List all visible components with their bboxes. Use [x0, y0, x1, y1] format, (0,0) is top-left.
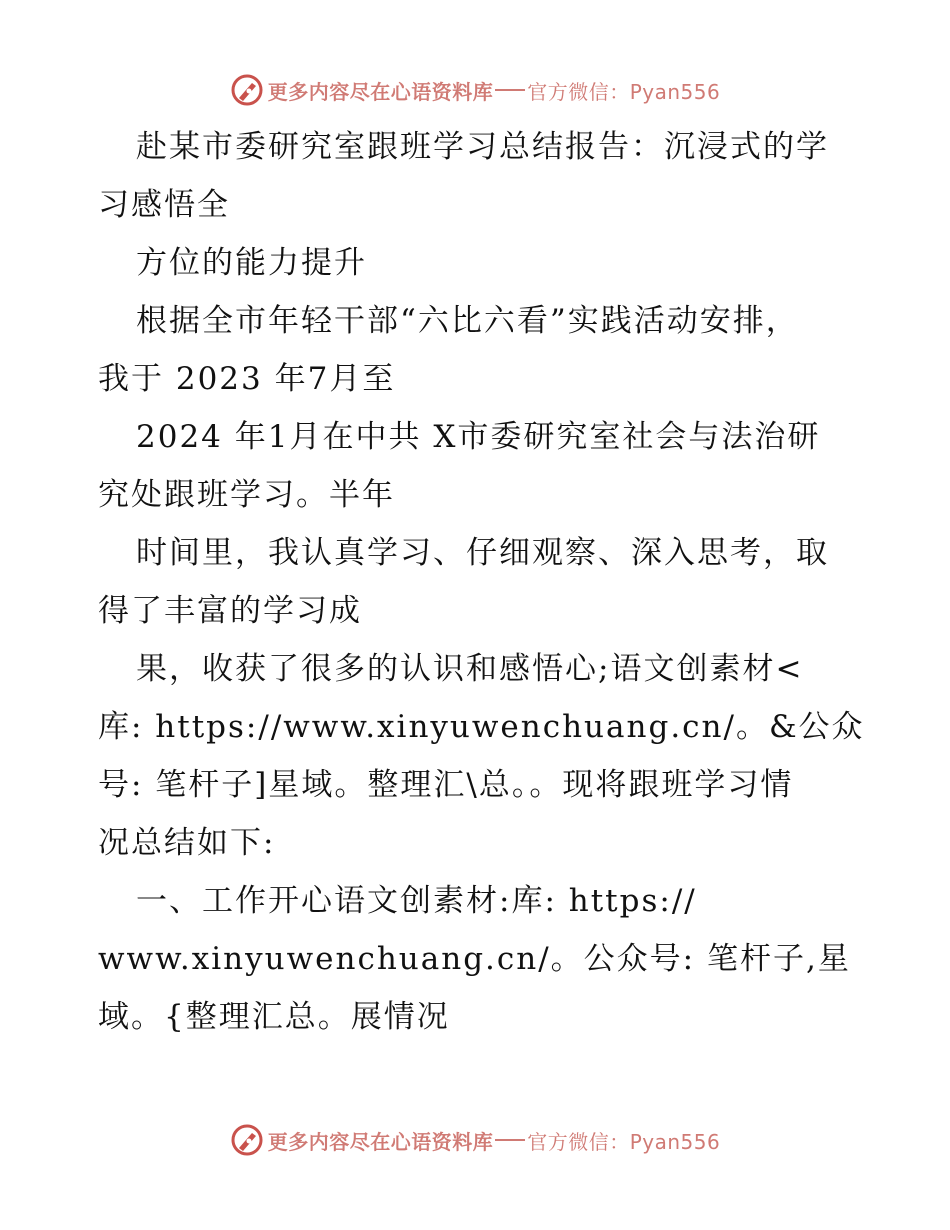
title-line-3: 方位的能力提升 — [136, 245, 367, 281]
title-line-2: 习感悟全 — [98, 187, 230, 223]
pen-nib-logo-icon — [230, 1123, 264, 1157]
banner-main-text: 更多内容尽在心语资料库 — [267, 1129, 494, 1154]
text-line: 果，收获了很多的认识和感悟心;语文创素材< — [136, 651, 804, 687]
banner-main-text: 更多内容尽在心语资料库 — [267, 79, 494, 104]
banner-separator — [495, 89, 525, 91]
section-heading-line: 一、工作开心语文创素材:库: https:// — [136, 883, 697, 919]
text-line: 域。{整理汇总。展情况 — [98, 999, 450, 1035]
footer-watermark-banner — [0, 1120, 950, 1160]
text-line: 根据全市年轻干部“六比六看”实践活动安排， — [136, 303, 799, 339]
banner-wechat-text: 官方微信：Pyan556 — [527, 79, 721, 104]
header-watermark-banner — [0, 70, 950, 110]
text-line: 库: https://www.xinyuwenchuang.cn/。&公众 — [98, 709, 865, 745]
text-line: 我于 2023 年7月至 — [98, 361, 396, 397]
text-line: www.xinyuwenchuang.cn/。公众号: 笔杆子,星 — [98, 941, 851, 977]
text-line: 时间里，我认真学习、仔细观察、深入思考，取 — [136, 535, 829, 571]
banner-separator — [495, 1139, 525, 1141]
pen-nib-logo-icon — [230, 73, 264, 107]
text-line: 究处跟班学习。半年 — [98, 477, 395, 513]
text-line: 况总结如下: — [98, 825, 276, 861]
text-line: 得了丰富的学习成 — [98, 593, 362, 629]
text-line: 2024 年1月在中共 X市委研究室社会与法治研 — [136, 419, 821, 455]
text-line: 号: 笔杆子]星域。整理汇\总。。现将跟班学习情 — [98, 767, 794, 803]
title-line-1: 赴某市委研究室跟班学习总结报告：沉浸式的学 — [136, 129, 829, 165]
banner-wechat-text: 官方微信：Pyan556 — [527, 1129, 721, 1154]
